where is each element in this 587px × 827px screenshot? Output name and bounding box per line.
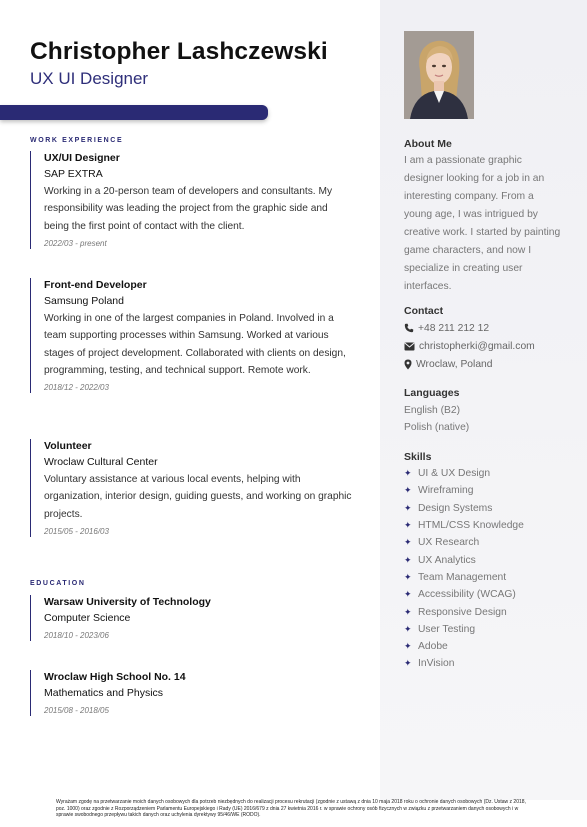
skill-item <box>404 655 574 672</box>
skill-label: Adobe <box>418 641 448 653</box>
education-entry-2 <box>30 670 354 716</box>
star-icon: ✦ <box>404 641 412 652</box>
language-item: Polish (native) <box>404 422 470 433</box>
school-name: Wroclaw High School No. 14 <box>44 671 186 683</box>
star-icon: ✦ <box>404 623 412 634</box>
education-entry-1 <box>30 595 354 641</box>
skill-item <box>404 638 574 655</box>
contact-email <box>404 337 574 355</box>
skills-heading: Skills <box>404 451 432 463</box>
work-entry-2 <box>30 278 354 393</box>
job-company: SAP EXTRA <box>44 168 103 180</box>
about-text: I am a passionate graphic designer looking for a job in an interesting company. From a young age, I was intrigued by creative work. I started by painting game characters, and now I specialize in creating user interfaces. <box>404 155 561 292</box>
job-description: Working in one of the largest companies in Poland. Involved in a team supporting processes within Samsung. Worked at various stages of project development. Collaborated with clients on design, programming, testing, and technical support. Remote work. <box>44 313 346 376</box>
contact-list <box>404 319 574 373</box>
job-title: UX/UI Designer <box>44 152 120 164</box>
email-address: christopherki@gmail.com <box>419 340 535 352</box>
skill-item <box>404 586 574 603</box>
phone-number: +48 211 212 12 <box>418 322 490 334</box>
skill-label: InVision <box>418 658 455 670</box>
star-icon: ✦ <box>404 537 412 548</box>
job-description: Voluntary assistance at various local events, helping with organization, interior design, guiding guests, and working on graphic projects. <box>44 474 352 520</box>
work-entry-3 <box>30 439 354 537</box>
field-of-study: Computer Science <box>44 612 131 624</box>
skill-item <box>404 569 574 586</box>
education-dates: 2015/08 - 2018/05 <box>44 706 109 715</box>
skill-label: UX Research <box>418 537 480 549</box>
star-icon: ✦ <box>404 658 412 669</box>
contact-location <box>404 355 574 373</box>
job-dates: 2018/12 - 2022/03 <box>44 383 109 393</box>
star-icon: ✦ <box>404 606 412 617</box>
skill-item <box>404 534 574 551</box>
portrait-image <box>404 31 474 119</box>
skill-label: UI & UX Design <box>418 468 491 480</box>
envelope-icon <box>404 342 415 351</box>
job-description: Working in a 20-person team of developers and consultants. My responsibility was leading the project from the graphic side and being the first point of contact with the client. <box>44 186 333 232</box>
field-of-study: Mathematics and Physics <box>44 687 164 699</box>
skill-item <box>404 517 574 534</box>
skill-label: Responsive Design <box>418 606 507 618</box>
languages-list <box>404 402 469 436</box>
sidebar-panel <box>380 0 587 800</box>
phone-icon <box>404 323 414 333</box>
gdpr-consent-clause: Wyrażam zgodę na przetwarzanie moich danych osobowych dla potrzeb niezbędnych do realizacji procesu rekrutacji (zgodnie z ustawą z dnia 10 maja 2018 roku o ochronie danych osobowych (Dz. Ustaw z 2018, poz. 1000) oraz zgodnie z Rozporządzeniem Parlamentu Europejskiego i Rady (UE) 2016/679 z dnia 27 kwietnia 2016 r. w sprawie ochrony osób fizycznych w związku z przetwarzaniem danych osobowych i w sprawie swobodnego przepływu takich danych oraz uchylenia dyrektywy 95/46/WE (RODO). <box>56 799 526 818</box>
education-heading: EDUCATION <box>30 580 86 587</box>
star-icon: ✦ <box>404 589 412 600</box>
languages-heading: Languages <box>404 387 460 399</box>
star-icon: ✦ <box>404 520 412 531</box>
job-title: Volunteer <box>44 440 92 452</box>
contact-heading: Contact <box>404 305 444 317</box>
education-dates: 2018/10 - 2023/06 <box>44 631 109 640</box>
work-entry-1 <box>30 151 354 249</box>
skill-label: Design Systems <box>418 502 493 514</box>
location-pin-icon <box>404 359 412 370</box>
work-experience-heading: WORK EXPERIENCE <box>30 137 124 144</box>
language-item: English (B2) <box>404 405 461 416</box>
skill-item <box>404 551 574 568</box>
candidate-role: UX UI Designer <box>30 69 149 88</box>
skill-label: User Testing <box>418 623 476 635</box>
skill-item <box>404 500 574 517</box>
star-icon: ✦ <box>404 502 412 513</box>
candidate-name: Christopher Lashczewski <box>30 38 328 65</box>
star-icon: ✦ <box>404 554 412 565</box>
skill-item <box>404 621 574 638</box>
star-icon: ✦ <box>404 468 412 479</box>
job-title: Front-end Developer <box>44 279 147 291</box>
job-dates: 2015/05 - 2016/03 <box>44 526 109 536</box>
skill-label: Accessibility (WCAG) <box>418 589 516 601</box>
skill-label: UX Analytics <box>418 554 476 566</box>
about-heading: About Me <box>404 138 452 150</box>
job-company: Wroclaw Cultural Center <box>44 456 158 468</box>
school-name: Warsaw University of Technology <box>44 596 211 608</box>
contact-phone <box>404 319 574 337</box>
job-company: Samsung Poland <box>44 295 124 307</box>
skills-list <box>404 465 574 673</box>
skill-item <box>404 603 574 620</box>
skill-label: Team Management <box>418 571 507 583</box>
profile-photo <box>404 31 474 119</box>
skill-label: HTML/CSS Knowledge <box>418 520 524 532</box>
skill-label: Wireframing <box>418 485 474 497</box>
location-text: Wroclaw, Poland <box>416 358 493 370</box>
skill-item <box>404 482 574 499</box>
skill-item <box>404 465 574 482</box>
job-dates: 2022/03 - present <box>44 238 107 248</box>
star-icon: ✦ <box>404 571 412 582</box>
accent-bar <box>0 105 268 120</box>
star-icon: ✦ <box>404 485 412 496</box>
